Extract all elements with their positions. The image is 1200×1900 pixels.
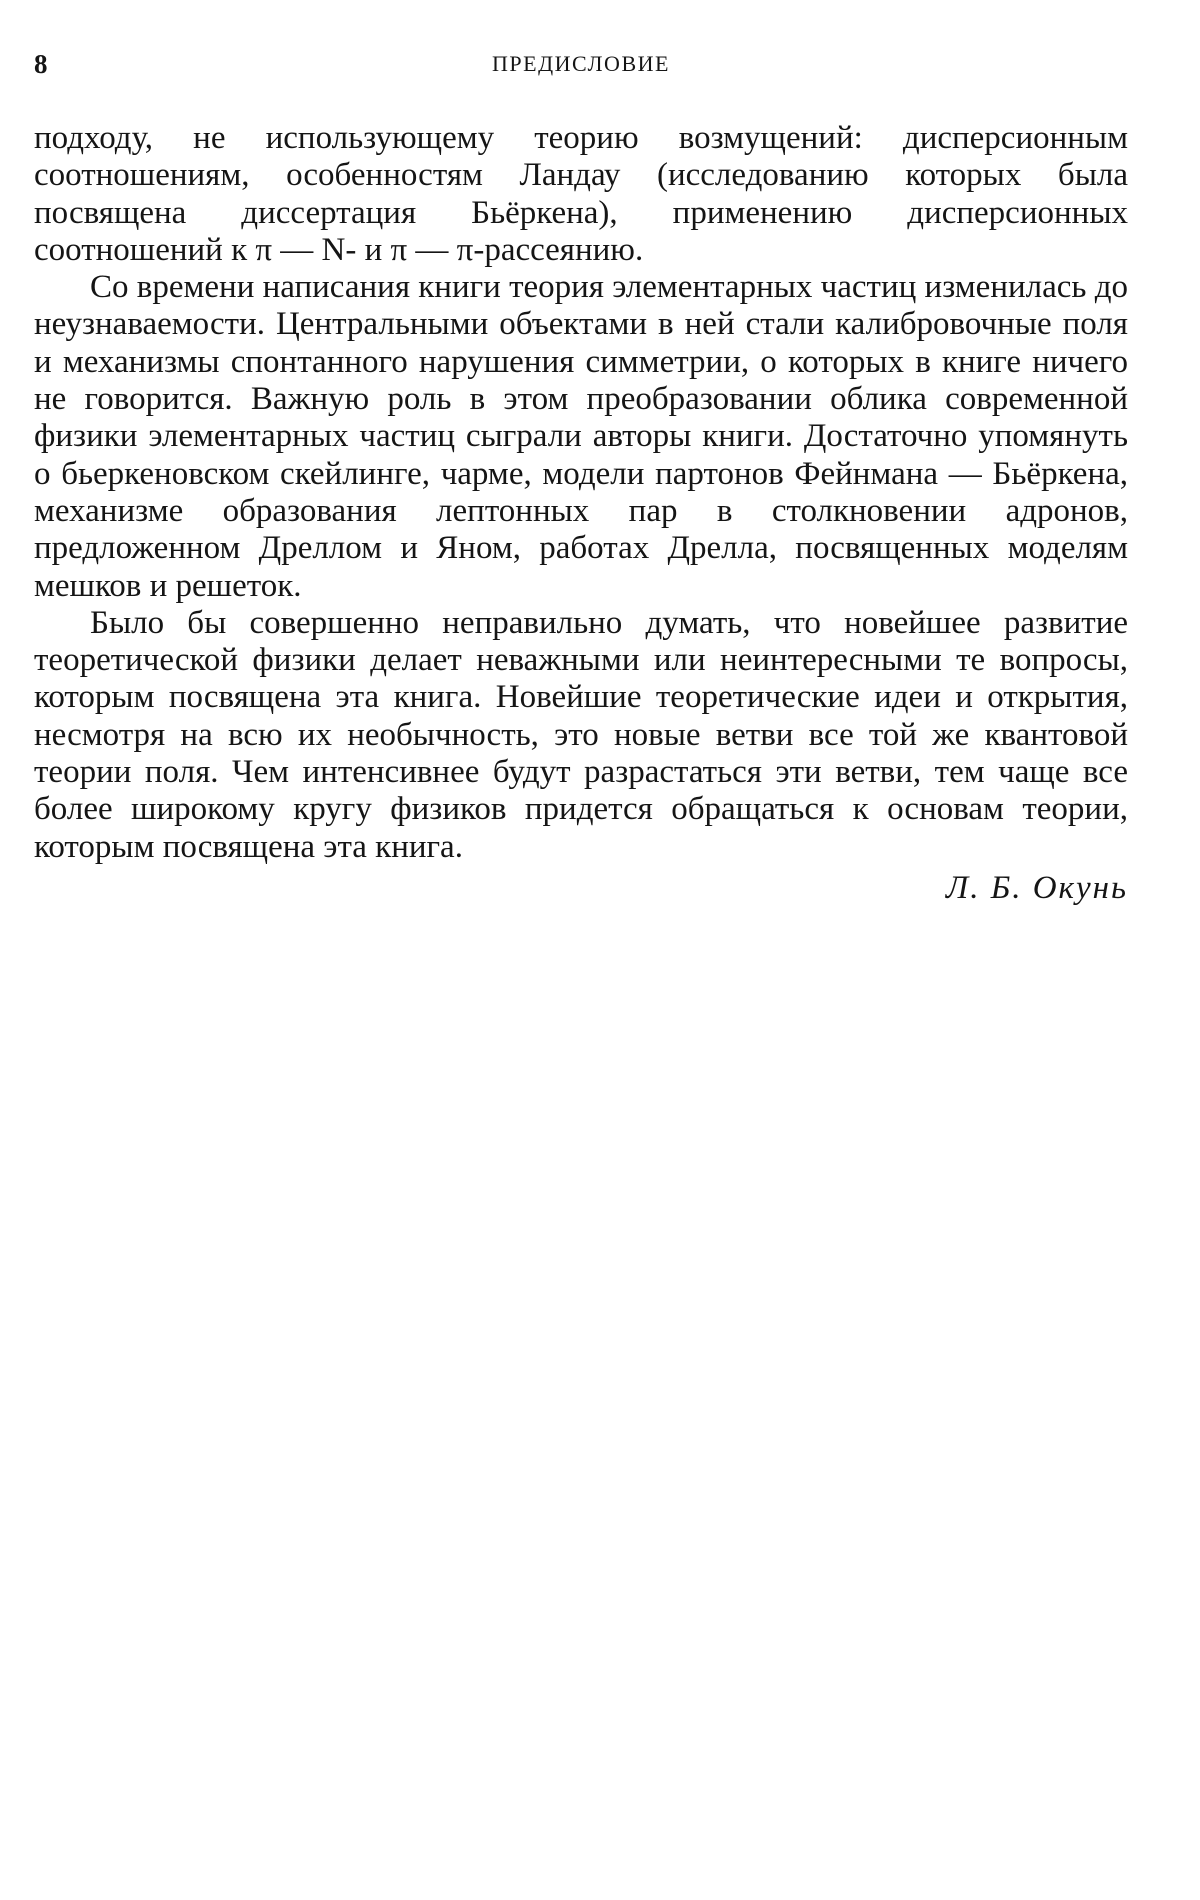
chapter-title: ПРЕДИСЛОВИЕ bbox=[492, 51, 670, 76]
author-signature: Л. Б. Окунь bbox=[945, 869, 1128, 906]
paragraph-continued: подходу, не использующему теорию возмущений: дисперсионным соотношениям, особенностям Ландау (исследованию которых была посвящена диссертация Бьёркена), применению дисперсионных соотношений к π — N- и π — π-рассеянию. bbox=[34, 120, 1128, 268]
body-text bbox=[34, 120, 1128, 907]
paragraph-theory-changes: Со времени написания книги теория элементарных частиц изменилась до неузнаваемости. Центральными объектами в ней стали калибровочные поля и механизмы спонтанного нарушения симметрии, о которых в книге ничего не говорится. Важную роль в этом преобразовании облика современной физики элементарных частиц сыграли авторы книги. Достаточно упомянуть о бьеркеновском скейлинге, чарме, модели партонов Фейнмана — Бьёркена, механизме образования лептонных пар в столкновении адронов, предложенном Дреллом и Яном, работах Дрелла, посвященных моделям мешков и решеток. bbox=[34, 269, 1128, 604]
running-head bbox=[34, 46, 1128, 82]
paragraph-conclusion: Было бы совершенно неправильно думать, что новейшее развитие теоретической физики делает неважными или неинтересными те вопросы, которым посвящена эта книга. Новейшие теоретические идеи и открытия, несмотря на всю их необычность, это новые ветви все той же квантовой теории поля. Чем интенсивнее будут разрастаться эти ветви, тем чаще все более широкому кругу физиков придется обращаться к основам теории, которым посвящена эта книга. bbox=[34, 604, 1128, 865]
page-number: 8 bbox=[34, 49, 48, 79]
